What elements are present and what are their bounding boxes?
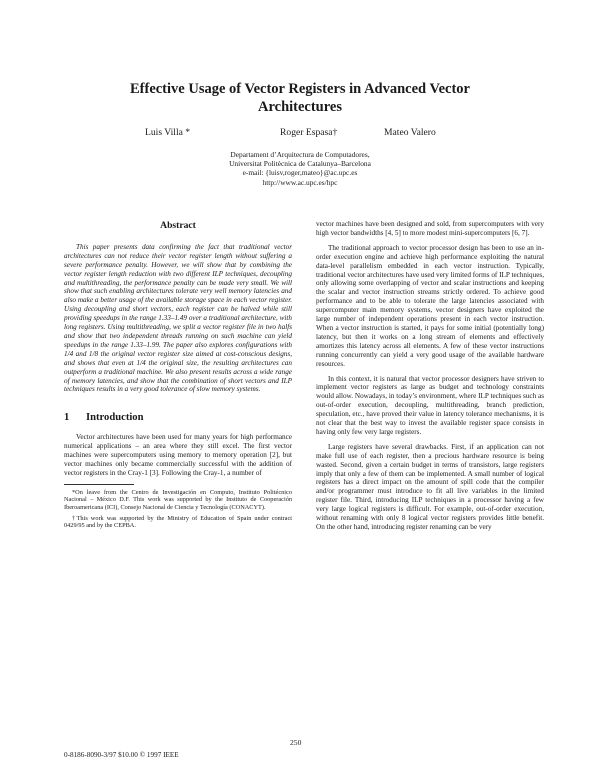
author-name: Luis Villa * — [145, 127, 191, 138]
author-name: Mateo Valero — [384, 127, 436, 138]
author-list — [60, 124, 540, 140]
section-heading — [64, 414, 292, 423]
intro-paragraph: Vector architectures have been used for many years for high performance numerical applications – an area where they still excel. The first vector machines were supercomputers using memory to memory operation [2], but vector machines only became commercially successful with the addition of vector registers in the Cray-1 [3]. Following the Cray-1, a number of — [64, 433, 292, 477]
section-title: Introduction — [86, 412, 144, 424]
email-line: e-mail: {luisv,roger,mateo}@ac.upc.es — [242, 168, 358, 178]
paper-title-line1: Effective Usage of Vector Registers in Advanced Vector — [129, 81, 470, 97]
section-number: 1 — [64, 412, 70, 424]
author-name: Roger Espasa† — [280, 127, 338, 138]
footnote: †This work was supported by the Ministry of Education of Spain under contract 0429/95 and by the CEPBA. — [64, 514, 292, 530]
body-paragraph: In this context, it is natural that vector processor designers have striven to implement vector registers as large as budget and technology constraints would allow. Nowadays, in today’s environment, where ILP techniques such as out-of-order execution, decoupling, multithreading, branch prediction, speculation, etc., have proved their value in latency tolerance mechanisms, it is not clear that the best way to invest the available register space consists in having only few very large registers. — [316, 374, 544, 436]
abstract-text: This paper presents data confirming the fact that traditional vector architectures can not reduce their vector register length without suffering a severe performance penalty. However, we will show that by combining the vector register length reduction with two different ILP techniques, decoupling and multithreading, the performance penalty can be made very small. We will show that such enabling architectures tolerate very well memory latencies and also make a better usage of the available storage space in each vector register. Using decoupling and short vectors, each register can be halved while still providing speedups in the range 1.33–1.49 over a traditional architecture, with long registers. Using multithreading, we split a vector register file in two halfs and show that two independent threads running on such machine can yield speedups in the range 1.33–1.99. The paper also explores configurations with 1/4 and 1/8 the original vector register size aimed at cost-conscious designs, and shows that even at 1/4 the original size, the resulting architectures can outperform a traditional machine. We also present results across a wide range of memory latencies, and show that the combination of short vectors and ILP techniques results in a very good tolerance of slow memory systems. — [64, 242, 292, 394]
footnote: *On leave from the Centro de Investigación en Computo, Instituto Politécnico Nacional – México D.F. This work was supported by the Instituto de Cooperación Iberoamericana (ICI), Consejo Nacional de Ciencia y Tecnología (CONACYT). — [64, 488, 292, 511]
page-number: 250 — [290, 738, 302, 747]
right-column — [316, 220, 544, 538]
url-line: http://www.ac.upc.es/hpc — [262, 177, 338, 187]
paper-title — [60, 80, 540, 116]
body-paragraph: Large registers have several drawbacks. First, if an application can not make full use of each register, then a precious hardware resource is being wasted. Second, given a certain budget in terms of transistors, large registers imply that only a few of them can be implemented. A small number of logical registers has a direct impact on the amount of spill code that the compiler and/or programmer must introduce to fit all live variables in the limited register file. Third, introducing ILP techniques in a processor having a few very large logical registers is difficult. For example, out-of-order execution, without renaming with only 8 logical vector registers provides little benefit. On the other hand, introducing register renaming can be very — [316, 442, 544, 531]
copyright-line: 0-8186-8090-3/97 $10.00 © 1997 IEEE — [64, 751, 179, 759]
affiliation-line: Departament d’Arquitectura de Computadores, — [230, 150, 370, 159]
paper-title-line2: Architectures — [257, 99, 343, 115]
affiliation-line: Universitat Politècnica de Catalunya–Barcelona — [229, 159, 371, 169]
affiliation-block — [150, 150, 450, 187]
abstract-heading: Abstract — [160, 220, 196, 231]
body-paragraph: The traditional approach to vector processor design has been to use an in-order execution engine and achieve high performance exploiting the natural data-level parallelism embedded in each vector instruction. Typically, traditional vector architectures have used very limited forms of ILP techniques, only allowing some overlapping of vector and scalar instructions and keeping the scalar and vector instruction streams strictly ordered. To achieve good performance and to be able to tolerate the large latencies associated with supercomputer main memory systems, vector designers have exploited the large number of independent operations present in each vector instruction. When a vector instruction is started, it pays for some initial (potentially long) latency, but then it works on a long stream of elements and effectively amortizes this latency across all elements. A few of these vector instructions running concurrently can yield a very good usage of the available hardware resources. — [316, 243, 544, 368]
body-paragraph: vector machines have been designed and sold, from supercomputers with very high vector bandwidths [4, 5] to more modest mini-supercomputers [6, 7]. — [316, 220, 544, 237]
left-column — [64, 222, 292, 533]
